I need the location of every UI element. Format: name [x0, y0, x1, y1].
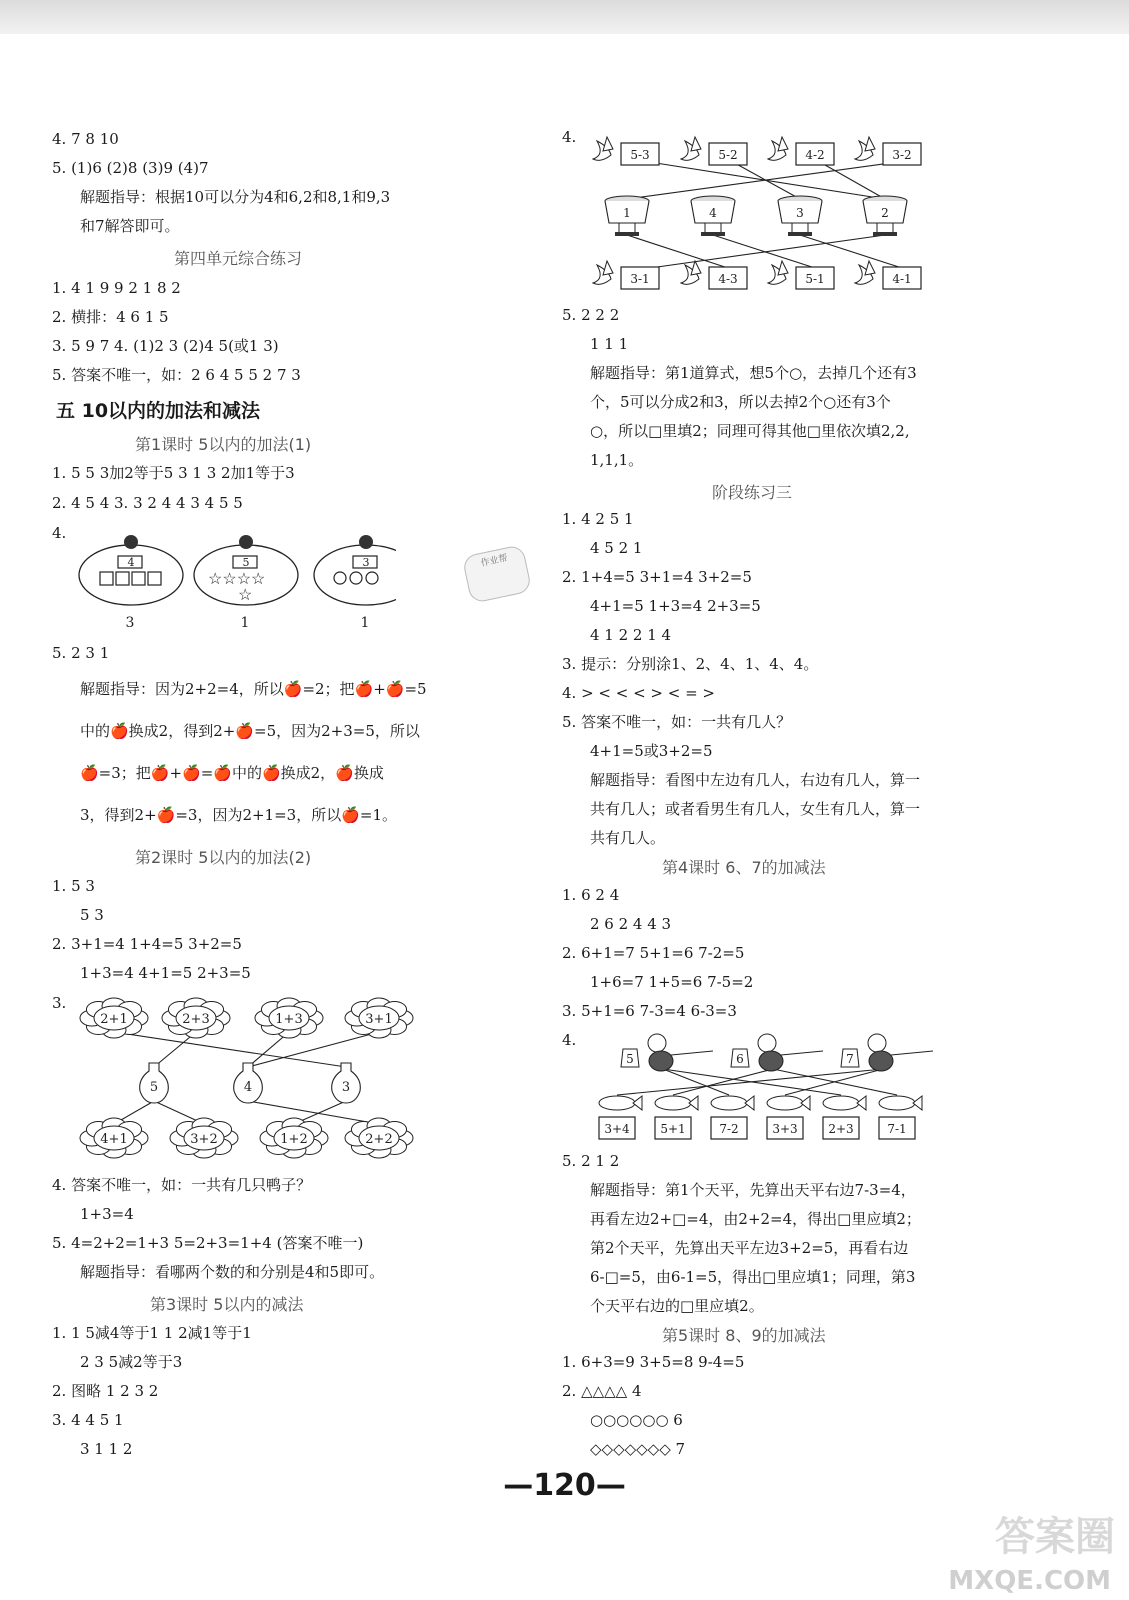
hint-line: 再看左边2+□=4，由2+2=4，得出□里应填2；: [590, 1210, 921, 1228]
answer-line: 1. 5 5 3加2等于5 3 1 3 2加1等于3: [52, 464, 295, 482]
fisher: [841, 1034, 933, 1071]
hint-line: 3，得到2+🍎=3，因为2+1=3，所以🍎=1。: [80, 806, 398, 824]
answer-line: 5. 答案不唯一，如：一共有几人？: [562, 713, 792, 731]
scan-top-band: [0, 0, 1129, 34]
flower-label: 2+1: [100, 1012, 128, 1027]
answer-line: 2. 图略 1 2 3 2: [52, 1382, 159, 1400]
flower-card: [170, 1118, 238, 1158]
answer-line: 5. 2 2 2: [562, 306, 620, 324]
fishing-figure: [595, 1025, 935, 1149]
hint-line: 解题指导：因为2+2=4，所以🍎=2；把🍎+🍎=5: [80, 680, 427, 698]
answer-line: 4+1=5或3+2=5: [590, 742, 713, 760]
flower-label: 1+2: [280, 1132, 308, 1147]
hint-line: 和7解答即可。: [80, 217, 180, 235]
match-line: [617, 1069, 883, 1095]
fisher: [731, 1034, 823, 1071]
flower-label: 1+3: [275, 1012, 303, 1027]
match-line: [663, 1069, 729, 1095]
bird-card: [593, 261, 659, 289]
svg-text:☆: ☆: [238, 585, 253, 604]
section-title: 第5课时 8、9的加减法: [662, 1326, 826, 1345]
bucket-number: 7: [846, 1052, 854, 1066]
match-line: [785, 1069, 883, 1095]
answer-line: 1+3=4 4+1=5 2+3=5: [80, 964, 251, 982]
answer-line: 1. 5 3: [52, 877, 95, 895]
ant-answer: 3: [125, 615, 135, 631]
fish-card: [711, 1096, 754, 1139]
answer-line: 5. 2 3 1: [52, 644, 110, 662]
hint-line: 6-□=5，由6-1=5，得出□里应填1；同理，第3: [590, 1268, 916, 1286]
page-number: —120—: [503, 1468, 626, 1503]
answer-line: 4+1=5 1+3=4 2+3=5: [590, 597, 761, 615]
hint-line: 解题指导：看图中左边有几人，右边有几人，算一: [590, 771, 921, 789]
hint-line: 解题指导：第1道算式，想5个○，去掉几个还有3: [590, 364, 917, 382]
answer-line: 2. 3+1=4 1+4=5 3+2=5: [52, 935, 242, 953]
answer-line: 5. (1)6 (2)8 (3)9 (4)7: [52, 159, 209, 177]
bird-card: [855, 137, 921, 165]
flower-card: [80, 998, 148, 1038]
page-number-value: 120: [533, 1468, 596, 1503]
flower-card: [260, 1118, 328, 1158]
ant-sign-number: 5: [242, 556, 250, 569]
basket-number: 2: [881, 206, 889, 220]
stamp-logo: [462, 544, 533, 604]
answer-line: 5. 4=2+2=1+3 5=2+3=1+4 (答案不唯一): [52, 1234, 364, 1252]
ant-answer: 1: [360, 615, 370, 631]
section-title: 阶段练习三: [712, 483, 793, 502]
section-title: 第1课时 5以内的加法(1): [135, 435, 312, 454]
hint-line: 共有几人。: [590, 829, 666, 847]
fish-card: [767, 1096, 810, 1139]
match-line: [627, 161, 905, 199]
hint-line: 解题指导：根据10可以分为4和6,2和8,1和9,3: [80, 188, 391, 206]
basket: [778, 196, 822, 236]
bird-expression: 3-1: [630, 272, 650, 286]
ant-answer: 1: [240, 615, 250, 631]
fish-expression: 7-2: [719, 1122, 739, 1136]
answer-line: 5 3: [80, 906, 104, 924]
fish-card: [823, 1096, 866, 1139]
answer-line: 5. 2 1 2: [562, 1152, 620, 1170]
answer-line: 2 6 2 4 4 3: [590, 915, 672, 933]
answer-line: 4 5 2 1: [590, 539, 643, 557]
answer-line: 4.: [562, 128, 577, 146]
stamp-text: 作业帮: [480, 553, 509, 569]
answer-line: 1. 6 2 4: [562, 886, 620, 904]
fish-expression: 2+3: [828, 1122, 854, 1136]
answer-line: 1. 4 1 9 9 2 1 8 2: [52, 279, 181, 297]
bird-expression: 5-2: [718, 148, 738, 162]
match-line: [713, 235, 818, 269]
hint-line: 1,1,1。: [590, 451, 644, 469]
answer-line: 2. 6+1=7 5+1=6 7-2=5: [562, 944, 745, 962]
hint-line: 第2个天平，先算出天平左边3+2=5，再看右边: [590, 1239, 909, 1257]
flower-vase-figure: [76, 990, 416, 1164]
flower-card: [162, 998, 230, 1038]
fish-card: [655, 1096, 698, 1139]
bucket-number: 6: [736, 1052, 744, 1066]
fish-expression: 3+4: [604, 1122, 630, 1136]
answer-line: 4.: [562, 1031, 577, 1049]
flower-label: 3+1: [365, 1012, 393, 1027]
vase: [140, 1063, 169, 1103]
bird-expression: 5-3: [630, 148, 650, 162]
bird-expression: 4-2: [805, 148, 825, 162]
match-line: [114, 1032, 346, 1067]
vase: [332, 1063, 361, 1103]
section-title: 第2课时 5以内的加法(2): [135, 848, 312, 867]
bucket-number: 5: [626, 1052, 634, 1066]
bird-card: [681, 137, 747, 165]
fish-expression: 7-1: [887, 1122, 907, 1136]
unit-title: 五 10以内的加法和减法: [56, 400, 261, 422]
answer-line: 1. 1 5减4等于1 1 2减1等于1: [52, 1324, 252, 1342]
hint-line: 个天平右边的□里应填2。: [590, 1297, 764, 1315]
answer-line: 1. 6+3=9 3+5=8 9-4=5: [562, 1353, 745, 1371]
answer-line: 1. 4 2 5 1: [562, 510, 634, 528]
section-title: 第4课时 6、7的加减法: [662, 858, 826, 877]
bird-expression: 5-1: [805, 272, 825, 286]
vase-number: 4: [243, 1080, 253, 1095]
answer-line: ◇◇◇◇◇◇◇ 7: [590, 1440, 686, 1458]
flower-card: [80, 1118, 148, 1158]
flower-card: [345, 1118, 413, 1158]
ant-sets-figure: [76, 520, 396, 639]
basket: [863, 196, 907, 236]
vase-number: 5: [149, 1080, 159, 1095]
bird-expression: 4-3: [718, 272, 738, 286]
flower-label: 2+2: [365, 1132, 393, 1147]
watermark-url: MXQE.COM: [948, 1566, 1111, 1596]
svg-text:☆☆☆☆: ☆☆☆☆: [208, 569, 266, 588]
answer-line: 3. 5 9 7 4. (1)2 3 (2)4 5(或1 3): [52, 337, 279, 355]
ant-sign-number: 4: [127, 556, 135, 569]
bird-expression: 3-2: [892, 148, 912, 162]
bird-expression: 4-1: [892, 272, 912, 286]
bird-card: [855, 261, 921, 289]
answer-line: 2. 1+4=5 3+1=4 3+2=5: [562, 568, 752, 586]
hint-line: 个，5可以分成2和3，所以去掉2个○还有3个: [590, 393, 891, 411]
answer-line: 4 1 2 2 1 4: [590, 626, 672, 644]
fisher: [621, 1034, 713, 1071]
vase: [234, 1063, 263, 1103]
flower-label: 3+2: [190, 1132, 218, 1147]
hint-line: ○，所以□里填2；同理可得其他□里依次填2,2,: [590, 422, 910, 440]
answer-line: 3. 提示：分别涂1、2、4、1、4、4。: [562, 655, 819, 673]
bird-card: [768, 261, 834, 289]
answer-line: 3. 5+1=6 7-3=4 6-3=3: [562, 1002, 737, 1020]
hint-line: 解题指导：看哪两个数的和分别是4和5即可。: [80, 1263, 385, 1281]
basket-number: 4: [709, 206, 717, 220]
basket-number: 1: [623, 206, 631, 220]
basket: [691, 196, 735, 236]
answer-line: 1+6=7 1+5=6 7-5=2: [590, 973, 754, 991]
section-title: 第3课时 5以内的减法: [150, 1295, 304, 1314]
bird-card: [768, 137, 834, 165]
hint-line: 🍎=3；把🍎+🍎=🍎中的🍎换成2，🍎换成: [80, 764, 384, 782]
answer-line: 4. 答案不唯一，如：一共有几只鸭子？: [52, 1176, 312, 1194]
bird-card: [593, 137, 659, 165]
answer-line: 4. 7 8 10: [52, 130, 119, 148]
watermark-logo: 答案圈: [995, 1514, 1115, 1560]
answer-line: 5. 答案不唯一，如：2 6 4 5 5 2 7 3: [52, 366, 301, 384]
answer-line: 3 1 1 2: [80, 1440, 133, 1458]
flower-card: [255, 998, 323, 1038]
basket-number: 3: [796, 206, 804, 220]
bird-card: [681, 261, 747, 289]
answer-line: 3. 4 4 5 1: [52, 1411, 124, 1429]
fish-expression: 3+3: [772, 1122, 798, 1136]
answer-line: 2. 4 5 4 3. 3 2 4 4 3 4 5 5: [52, 494, 243, 512]
hint-line: 共有几人；或者看男生有几人，女生有几人，算一: [590, 800, 921, 818]
answer-line: 2. △△△△ 4: [562, 1382, 642, 1400]
section-title: 第四单元综合练习: [174, 249, 303, 268]
flower-label: 4+1: [100, 1132, 128, 1147]
answer-line: ○○○○○○ 6: [590, 1411, 683, 1429]
answer-line: 1 1 1: [590, 335, 629, 353]
match-line: [248, 1101, 379, 1124]
hint-line: 解题指导：第1个天平，先算出天平右边7-3=4，: [590, 1181, 916, 1199]
answer-line: 2 3 5减2等于3: [80, 1353, 183, 1371]
answer-line: 1+3=4: [80, 1205, 134, 1223]
fish-expression: 5+1: [660, 1122, 686, 1136]
hint-line: 中的🍎换成2，得到2+🍎=5，因为2+3=5，所以: [80, 722, 420, 740]
basket: [605, 196, 649, 236]
answer-line: 3.: [52, 994, 67, 1012]
flower-label: 2+3: [182, 1012, 210, 1027]
flower-card: [345, 998, 413, 1038]
answer-line: 4.: [52, 524, 67, 542]
answer-line: 4. > < < < > < = >: [562, 684, 716, 702]
answer-line: 2. 横排：4 6 1 5: [52, 308, 169, 326]
ant-sign-number: 3: [362, 556, 370, 569]
fish-card: [599, 1096, 642, 1139]
birds-baskets-figure: [585, 125, 925, 304]
vase-number: 3: [341, 1080, 351, 1095]
fish-card: [879, 1096, 922, 1139]
